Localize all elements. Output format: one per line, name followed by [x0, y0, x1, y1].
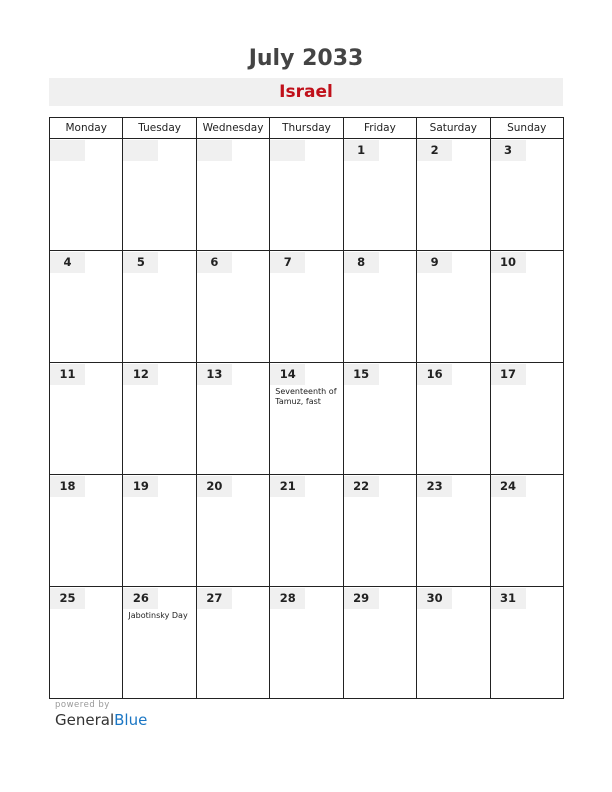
weekday-header: Monday: [50, 118, 123, 139]
day-number: 30: [417, 588, 452, 609]
brand-part-blue: Blue: [114, 711, 148, 729]
week-row: [50, 475, 564, 587]
day-cell[interactable]: [417, 587, 490, 699]
day-cell[interactable]: [123, 587, 196, 699]
weekday-header: Tuesday: [123, 118, 196, 139]
day-number: [270, 140, 305, 161]
footer: [55, 700, 147, 729]
day-number: 20: [197, 476, 232, 497]
brand-logo[interactable]: [55, 711, 147, 729]
day-number: [197, 140, 232, 161]
day-cell[interactable]: [490, 363, 563, 475]
day-number: 3: [491, 140, 526, 161]
day-number: 28: [270, 588, 305, 609]
powered-by-text: powered by: [55, 700, 110, 710]
day-cell[interactable]: [343, 251, 416, 363]
day-cell[interactable]: [123, 139, 196, 251]
day-number: 19: [123, 476, 158, 497]
day-cell[interactable]: [343, 363, 416, 475]
day-number: 31: [491, 588, 526, 609]
day-number: 22: [344, 476, 379, 497]
day-cell[interactable]: [50, 251, 123, 363]
day-number: 26: [123, 588, 158, 609]
brand-part-general: General: [55, 711, 115, 729]
day-number: 7: [270, 252, 305, 273]
day-cell[interactable]: [343, 587, 416, 699]
day-number: 24: [491, 476, 526, 497]
day-number: 9: [417, 252, 452, 273]
day-cell[interactable]: [270, 251, 343, 363]
day-number: 25: [50, 588, 85, 609]
day-cell[interactable]: [123, 251, 196, 363]
day-cell[interactable]: [196, 251, 269, 363]
day-cell[interactable]: [196, 363, 269, 475]
day-number: 11: [50, 364, 85, 385]
day-cell[interactable]: [196, 475, 269, 587]
day-cell[interactable]: [417, 363, 490, 475]
day-number: [123, 140, 158, 161]
week-row: [50, 251, 564, 363]
day-number: 5: [123, 252, 158, 273]
day-number: 17: [491, 364, 526, 385]
calendar-body: [50, 139, 564, 699]
day-number: 12: [123, 364, 158, 385]
day-cell[interactable]: [417, 475, 490, 587]
day-number: 29: [344, 588, 379, 609]
day-cell[interactable]: [123, 363, 196, 475]
day-number: 6: [197, 252, 232, 273]
holiday-label: Jabotinsky Day: [128, 611, 188, 620]
country-name: Israel: [279, 82, 333, 102]
day-cell[interactable]: [270, 139, 343, 251]
calendar-title: July 2033: [248, 46, 364, 71]
day-cell[interactable]: [196, 139, 269, 251]
day-cell[interactable]: [343, 475, 416, 587]
weekday-header: Thursday: [270, 118, 343, 139]
day-cell[interactable]: [490, 475, 563, 587]
day-cell[interactable]: [417, 139, 490, 251]
day-number: [50, 140, 85, 161]
day-cell[interactable]: [123, 475, 196, 587]
day-cell[interactable]: [343, 139, 416, 251]
day-cell[interactable]: [490, 139, 563, 251]
weekday-header: Sunday: [490, 118, 563, 139]
day-number: 23: [417, 476, 452, 497]
day-cell[interactable]: [196, 587, 269, 699]
day-number: 8: [344, 252, 379, 273]
day-number: 14: [270, 364, 305, 385]
week-row: [50, 587, 564, 699]
holiday-label: Seventeenth of Tamuz, fast: [275, 387, 337, 406]
day-number: 16: [417, 364, 452, 385]
day-cell[interactable]: [490, 251, 563, 363]
calendar-grid: [49, 117, 564, 699]
weekday-header: Wednesday: [196, 118, 269, 139]
day-cell[interactable]: [270, 475, 343, 587]
day-cell[interactable]: [50, 139, 123, 251]
week-row: [50, 139, 564, 251]
day-cell[interactable]: [50, 363, 123, 475]
day-cell[interactable]: [417, 251, 490, 363]
day-cell[interactable]: [50, 587, 123, 699]
day-cell[interactable]: [270, 363, 343, 475]
day-number: 4: [50, 252, 85, 273]
day-number: 2: [417, 140, 452, 161]
week-row: [50, 363, 564, 475]
day-cell[interactable]: [50, 475, 123, 587]
day-number: 15: [344, 364, 379, 385]
day-cell[interactable]: [270, 587, 343, 699]
weekday-header: Saturday: [417, 118, 490, 139]
day-number: 13: [197, 364, 232, 385]
day-number: 21: [270, 476, 305, 497]
day-cell[interactable]: [490, 587, 563, 699]
weekday-header: Friday: [343, 118, 416, 139]
day-number: 27: [197, 588, 232, 609]
weekday-header-row: [50, 118, 564, 139]
day-number: 10: [491, 252, 526, 273]
country-banner: [49, 78, 563, 106]
day-number: 18: [50, 476, 85, 497]
day-number: 1: [344, 140, 379, 161]
